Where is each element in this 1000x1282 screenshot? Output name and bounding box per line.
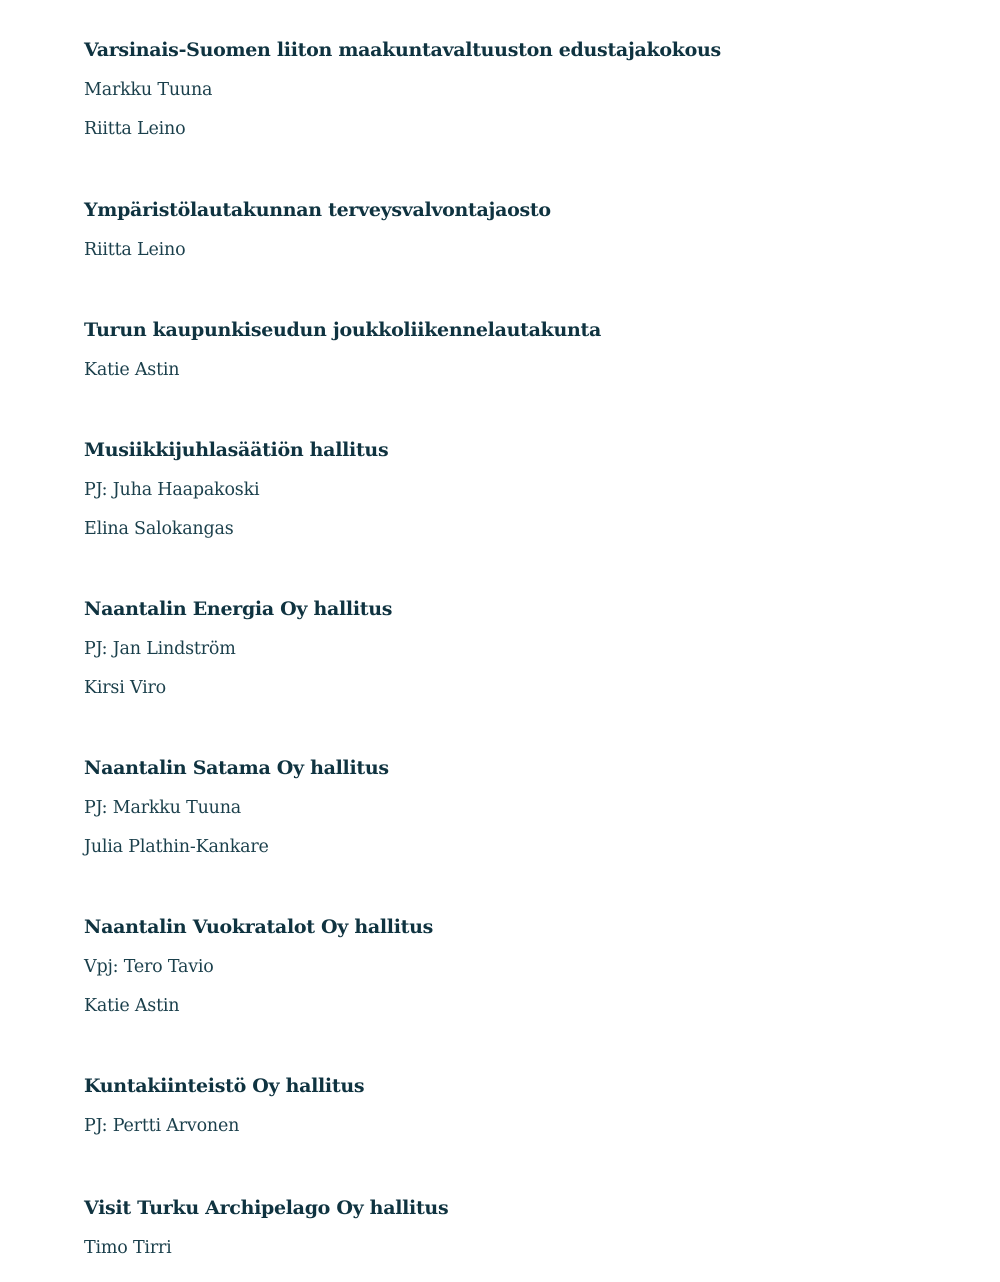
committee-title: Musiikkijuhlasäätiön hallitus [84,439,389,461]
committee-member: Elina Salokangas [84,519,234,539]
committee-title: Naantalin Satama Oy hallitus [84,757,389,779]
committee-section [84,38,964,141]
committee-member: Kirsi Viro [84,678,167,698]
committee-member: Julia Plathin-Kankare [84,837,269,857]
committee-title: Turun kaupunkiseudun joukkoliikennelautakunta [84,319,601,341]
committee-member: Katie Astin [84,996,180,1016]
committee-member: Timo Tirri [84,1238,172,1258]
committee-member: PJ: Markku Tuuna [84,798,242,818]
committee-title: Kuntakiinteistö Oy hallitus [84,1075,365,1097]
committee-member: PJ: Jan Lindström [84,639,236,659]
committee-section [84,597,964,700]
committee-section [84,438,964,541]
committee-section [84,1074,964,1138]
committee-section [84,198,964,262]
committee-title: Ympäristölautakunnan terveysvalvontajaosto [84,199,551,221]
committee-member: Vpj: Tero Tavio [84,957,214,977]
committee-title: Naantalin Vuokratalot Oy hallitus [84,916,433,938]
committee-section [84,756,964,859]
committee-title: Naantalin Energia Oy hallitus [84,598,393,620]
committee-member: Riitta Leino [84,119,186,139]
committee-member: Markku Tuuna [84,80,213,100]
committee-title: Visit Turku Archipelago Oy hallitus [84,1197,449,1219]
committee-section [84,915,964,1018]
committee-title: Varsinais-Suomen liiton maakuntavaltuuston edustajakokous [84,39,721,61]
committee-member: PJ: Juha Haapakoski [84,480,260,500]
committee-member: Katie Astin [84,360,180,380]
committee-member: Riitta Leino [84,240,186,260]
committee-member: PJ: Pertti Arvonen [84,1116,240,1136]
committee-section [84,318,964,382]
committee-section [84,1196,964,1260]
